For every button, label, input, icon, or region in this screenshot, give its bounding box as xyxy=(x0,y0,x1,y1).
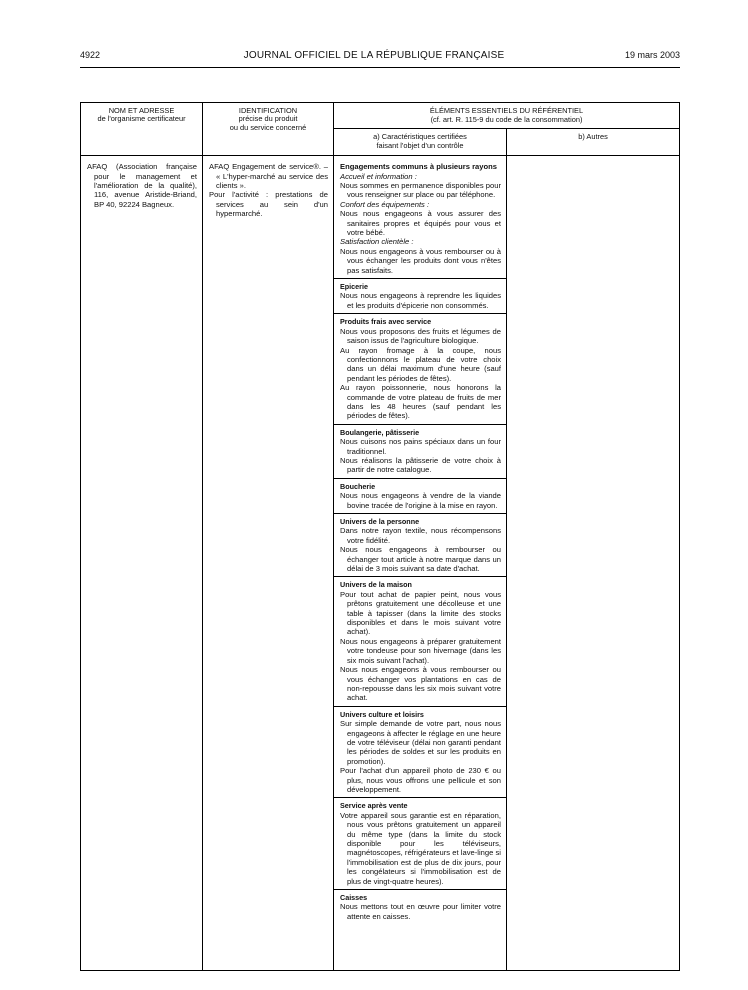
section-separator xyxy=(334,797,506,798)
section-item: Nous nous engageons à vendre de la viande bovine tracée de l'origine à la mise en rayon. xyxy=(340,491,501,510)
section-title: Confort des équipements : xyxy=(340,199,430,209)
section-item: Nous nous engageons à vous assurer des sanitaires propres et équipés pour vous et votre bébé. xyxy=(340,209,501,238)
section-title: Boulangerie, pâtisserie xyxy=(340,427,420,437)
section-item: Nous nous engageons à vous rembourser ou vous échanger vos plantations en cas de non-repousse dans les six mois suivant votre achat. xyxy=(340,665,501,703)
section-item: Nous nous engageons à vous rembourser ou à vous échanger les produits dont vous n'êtes pas satisfaits. xyxy=(340,246,501,275)
section-item: Nous nous engageons à préparer gratuitement votre tondeuse pour son hivernage (dans les six mois suivant l'achat). xyxy=(340,636,501,665)
section-item: Nous sommes en permanence disponibles pour vous renseigner sur place ou par téléphone. xyxy=(340,181,501,200)
section-item: Nous réalisons la pâtisserie de votre choix à partir de notre catalogue. xyxy=(340,455,501,475)
section-separator xyxy=(334,478,506,479)
section-title: Caisses xyxy=(340,893,368,903)
section-separator xyxy=(334,513,506,514)
page-number: 4922 xyxy=(80,50,101,60)
col-header-elements: ÉLÉMENTS ESSENTIELS DU RÉFÉRENTIEL (cf. art. R. 115-9 du code de la consommation) xyxy=(334,103,680,129)
section-item: Dans notre rayon textile, nous récompensons votre fidélité. xyxy=(340,526,501,545)
journal-title: JOURNAL OFFICIEL DE LA RÉPUBLIQUE FRANÇAISE xyxy=(243,50,505,61)
col-header-nom: NOM ET ADRESSE de l'organisme certificateur xyxy=(81,103,203,156)
organisme-address: AFAQ (Association française pour le management et l'amélioration de la qualité), 116, avenue Aristide-Briand, BP 40, 92224 Bagneux. xyxy=(87,162,197,209)
section-item: Sur simple demande de votre part, nous nous engageons à affecter le réglage en une heure de votre téléviseur (délai non garanti pendant les périodes de soldes et sur les produits en promotion). xyxy=(340,719,501,766)
section-item: Nous nous engageons à rembourser ou échanger tout article à notre marque dans un délai de 3 mois suivant sa date d'achat. xyxy=(340,545,501,574)
identification-cell xyxy=(203,156,334,971)
sections-list xyxy=(340,172,501,922)
section-item: Pour tout achat de papier peint, nous vous prêtons gratuitement une décolleuse et une table à tapisser (dans la limite des stocks disponibles et dans le mois suivant votre achat). xyxy=(340,589,501,637)
identification-activite: Pour l'activité : prestations de services au sein d'un hypermarché. xyxy=(209,190,328,219)
col-header-b: b) Autres xyxy=(507,129,680,156)
section-item: Nous mettons tout en œuvre pour limiter votre attente en caisses. xyxy=(340,902,501,921)
section-item: Pour l'achat d'un appareil photo de 230 € ou plus, nous vous offrons une pellicule et son développement. xyxy=(340,766,501,794)
section-title: Satisfaction clientèle : xyxy=(340,237,414,247)
section-separator xyxy=(334,424,506,425)
section-separator xyxy=(334,706,506,707)
section-separator xyxy=(334,313,506,314)
section-item: Au rayon poissonnerie, nous honorons la commande de votre plateau de fruits de mer dans les 48 heures (sauf pendant les périodes de fêtes). xyxy=(340,383,501,421)
caracteristiques-cell xyxy=(334,156,507,971)
col-header-identification: IDENTIFICATION précise du produit ou du service concerné xyxy=(203,103,334,156)
section-item: Votre appareil sous garantie est en réparation, nous vous prêtons gratuitement un appareil du même type (dans la limite du stock disponible pour les téléviseurs, magnétoscopes, réfrigérateurs et lave-linge si l'immobilisation est de plus de dix jours, pour les congélateurs si l'immobilisation est de plus de vingt-quatre heures). xyxy=(340,810,501,886)
section-title: Univers culture et loisirs xyxy=(340,709,424,719)
col-header-a: a) Caractéristiques certifiées faisant l'objet d'un contrôle xyxy=(334,129,507,156)
section-item: Nous cuisons nos pains spéciaux dans un four traditionnel. xyxy=(340,437,501,456)
section-separator xyxy=(334,889,506,890)
autres-cell xyxy=(507,156,680,971)
section-item: Nous vous proposons des fruits et légumes de saison issus de l'agriculture biologique. xyxy=(340,326,501,346)
section-title: Epicerie xyxy=(340,282,368,292)
section-title: Boucherie xyxy=(340,481,376,491)
publication-date: 19 mars 2003 xyxy=(624,50,680,60)
section-separator xyxy=(334,576,506,577)
section-title: Service après vente xyxy=(340,801,408,811)
section-item: Au rayon fromage à la coupe, nous confectionnons le plateau de votre choix dans un délai maximum d'une heure (sauf pendant les périodes de fêtes). xyxy=(340,345,501,383)
referentiel-table xyxy=(80,102,680,971)
section-title: Univers de la personne xyxy=(340,517,420,526)
identification-title: AFAQ Engagement de service®. – « L'hyper-marché au service des clients ». xyxy=(209,162,328,190)
header-rule xyxy=(80,67,680,68)
section-title: Accueil et information : xyxy=(340,171,417,181)
engagements-title: Engagements communs à plusieurs rayons xyxy=(340,162,497,172)
section-title: Univers de la maison xyxy=(340,580,412,590)
organisme-cell xyxy=(81,156,203,971)
section-separator xyxy=(334,278,506,279)
section-title: Produits frais avec service xyxy=(340,317,432,327)
section-item: Nous nous engageons à reprendre les liquides et les produits d'épicerie non consommés. xyxy=(340,291,501,310)
